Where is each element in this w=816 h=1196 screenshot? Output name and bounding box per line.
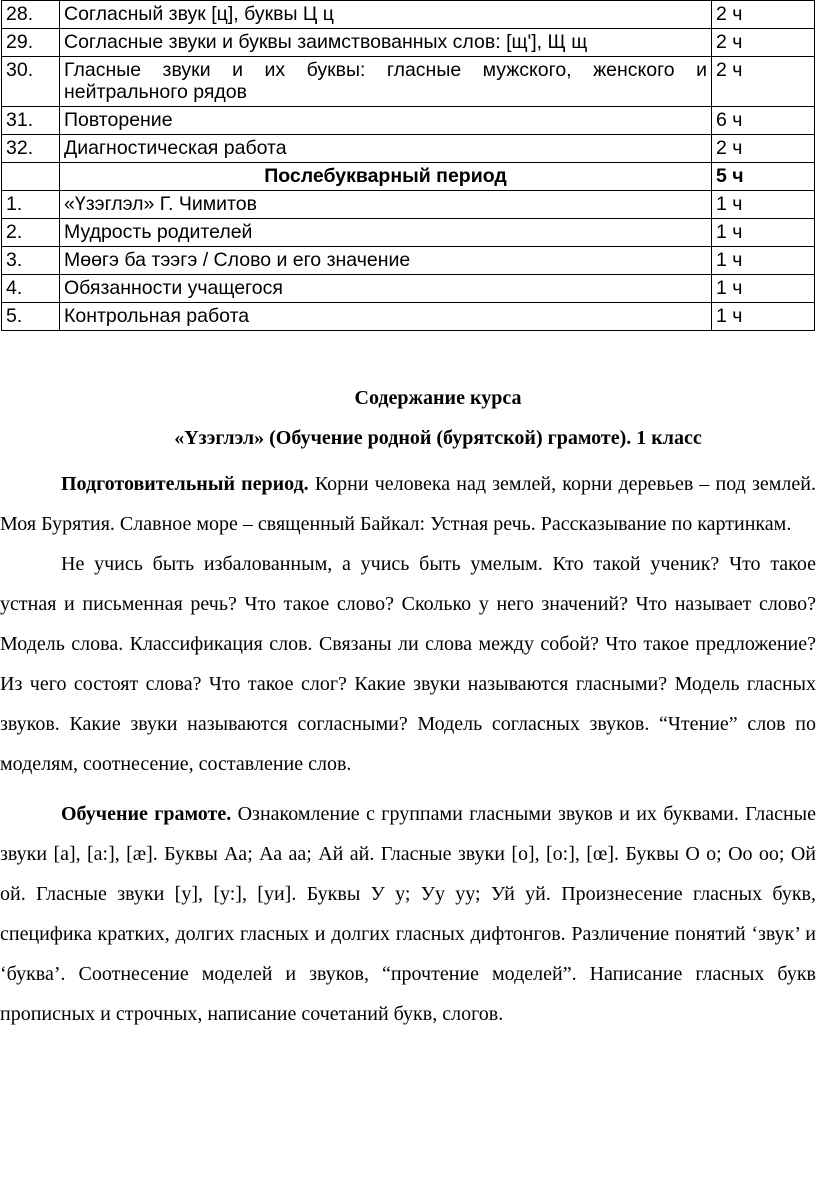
table-row — [2, 1, 815, 29]
lesson-hours: 2 ч — [712, 57, 815, 107]
preparatory-period-text: Корни человека над землей, корни деревьев – под землей. Моя Бурятия. Славное море – священный Байкал: Устная речь. Рассказывание по картинкам. — [0, 473, 816, 535]
table-row — [2, 219, 815, 247]
section-header-row — [2, 163, 815, 191]
table-row — [2, 303, 815, 331]
lesson-topic: Мөөгэ ба тээгэ / Слово и его значение — [60, 247, 712, 275]
lesson-topic: Диагностическая работа — [60, 135, 712, 163]
table-row — [2, 135, 815, 163]
lesson-number: 30. — [2, 57, 60, 107]
lesson-hours: 1 ч — [712, 191, 815, 219]
preparatory-period-paragraph — [0, 464, 816, 544]
lesson-number: 5. — [2, 303, 60, 331]
table-row — [2, 29, 815, 57]
lesson-number: 32. — [2, 135, 60, 163]
lesson-hours: 2 ч — [712, 29, 815, 57]
lesson-number: 31. — [2, 107, 60, 135]
lesson-topic: Обязанности учащегося — [60, 275, 712, 303]
table-row — [2, 107, 815, 135]
questions-paragraph — [0, 544, 816, 784]
course-content — [0, 380, 816, 1034]
lesson-hours: 2 ч — [712, 135, 815, 163]
section-hours: 5 ч — [712, 163, 815, 191]
lesson-topic: «Үзэглэл» Г. Чимитов — [60, 191, 712, 219]
questions-text: Не учись быть избалованным, а учись быть умелым. Кто такой ученик? Что такое устная и письменная речь? Что такое слово? Сколько у него значений? Что называет слово? Модель слова. Классификация слов. Связаны ли слова между собой? Что такое предложение? Из чего состоят слова? Что такое слог? Какие звуки называются гласными? Модель гласных звуков. Какие звуки называются согласными? Модель согласных звуков. “Чтение” слов по моделям, соотнесение, составление слов. — [0, 553, 816, 775]
lesson-number: 1. — [2, 191, 60, 219]
lesson-number: 2. — [2, 219, 60, 247]
lesson-topic: Контрольная работа — [60, 303, 712, 331]
table-row — [2, 57, 815, 107]
section-title: Послебукварный период — [60, 163, 712, 191]
preparatory-period-label: Подготовительный период. — [61, 473, 309, 495]
course-content-heading: Содержание курса — [354, 387, 522, 409]
lesson-topic: Гласные звуки и их буквы: гласные мужского, женского и нейтрального рядов — [60, 57, 712, 107]
lesson-hours: 1 ч — [712, 303, 815, 331]
lesson-number — [2, 163, 60, 191]
course-subheading: «Үзэглэл» (Обучение родной (бурятской) грамоте). 1 класс — [174, 427, 702, 449]
table-row — [2, 275, 815, 303]
lesson-hours: 1 ч — [712, 219, 815, 247]
lesson-hours: 6 ч — [712, 107, 815, 135]
literacy-text: Ознакомление с группами гласными звуков и их буквами. Гласные звуки [а], [а:], [æ]. Буквы Аа; Аа аа; Ай ай. Гласные звуки [о], [о:], [œ]. Буквы О о; Оо оо; Ой ой. Гласные звуки [у], [у:], [уи]. Буквы У у; Уу уу; Уй уй. Произнесение гласных букв, специфика кратких, долгих гласных и долгих гласных дифтонгов. Различение понятий ‘звук’ и ‘буква’. Соотнесение моделей и звуков, “прочтение моделей”. Написание гласных букв прописных и строчных, написание сочетаний букв, слогов. — [0, 803, 816, 1025]
lesson-number: 4. — [2, 275, 60, 303]
lesson-number: 29. — [2, 29, 60, 57]
lesson-number: 3. — [2, 247, 60, 275]
lesson-topic: Повторение — [60, 107, 712, 135]
lesson-number: 28. — [2, 1, 60, 29]
lesson-topic: Согласный звук [ц], буквы Ц ц — [60, 1, 712, 29]
lesson-topic: Согласные звуки и буквы заимствованных слов: [щ'], Щ щ — [60, 29, 712, 57]
lesson-plan-table — [1, 0, 815, 331]
literacy-label: Обучение грамоте. — [61, 803, 232, 825]
lesson-hours: 2 ч — [712, 1, 815, 29]
lesson-hours: 1 ч — [712, 275, 815, 303]
table-row — [2, 191, 815, 219]
lesson-hours: 1 ч — [712, 247, 815, 275]
literacy-paragraph — [0, 794, 816, 1034]
table-row — [2, 247, 815, 275]
lesson-topic: Мудрость родителей — [60, 219, 712, 247]
